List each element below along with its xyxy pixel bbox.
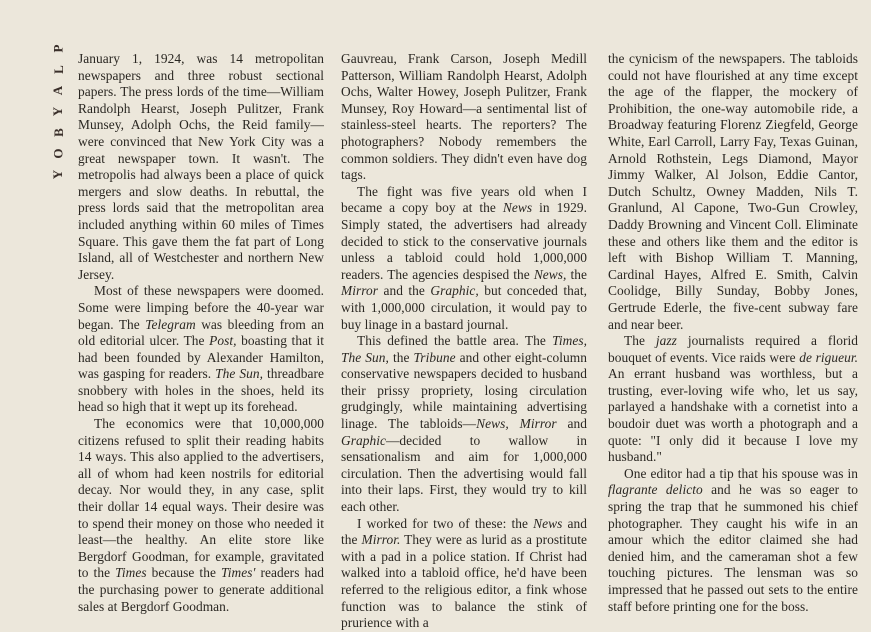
body-text: and the — [378, 283, 431, 299]
running-head-letter: L — [50, 65, 66, 74]
italic-text: Mirror — [341, 283, 379, 299]
body-text: The fight was five years old when I became a copy boy at the — [341, 183, 587, 216]
playboy-running-head — [46, 38, 70, 198]
italic-text: News — [502, 200, 533, 216]
body-text: the cynicism of the newspapers. The tabloids could not have flourished at any time except the age of the flapper, the mockery of Prohibition, the one-way automobile ride, a Broadway featuring Florenz Ziegfeld, George White, Earl Carroll, Larry Fay, Texas Guinan, Arnold Rothstein, Legs Diamond, Mayor Jimmy Walker, Al Jolson, Eddie Cantor, Dutch Schultz, Owney Madden, Nils T. Granlund, Al Capone, Two-Gun Crowley, Daddy Browning and Vincent Coll. Eliminate these and others like them and the editor is left with Bishop William T. Manning, Cardinal Hayes, Alfred E. Smith, Calvin Coolidge, Billy Sunday, Bobby Jones, Gertrude Ederle, the five-cent subway fare and near beer. — [608, 51, 858, 332]
body-text: journalists required a florid bouquet of events. Vice raids were — [608, 333, 858, 365]
body-text: and — [556, 416, 587, 432]
running-head-letter: Y — [50, 169, 66, 180]
italic-text: The Sun, — [215, 366, 263, 382]
paragraph — [608, 51, 858, 333]
paragraph — [341, 184, 587, 333]
body-text: but conceded that, with 1,000,000 circulation, it would pay to buy linage in a bastard journal. — [341, 283, 587, 332]
text-column-2 — [341, 51, 587, 632]
body-text: The economics were that 10,000,000 citizens refused to split their reading habits 14 ways. This also applied to the advertisers, all of whom had keen nostrils for editorial decay. Nor would they, in any case, split their dollar 14 equal ways. Their desire was to spend their money on those who needed it least—the healthy. An elite store like Bergdorf Goodman, for example, gravitated to the — [78, 416, 324, 581]
italic-text: News, — [533, 266, 567, 282]
body-text: boasting that it had been founded by Alexander Hamilton, was gasping for readers. — [78, 333, 324, 382]
body-text: the — [566, 266, 587, 282]
body-text: threadbare snobbery with holes in the shoes, held its head so high that it wept up its forehead. — [78, 366, 324, 415]
paragraph — [608, 466, 858, 615]
body-text: the — [388, 349, 414, 365]
body-text: and the — [341, 515, 587, 548]
paragraph — [341, 516, 587, 632]
paragraph — [341, 333, 587, 516]
body-text: in 1929. Simply stated, the advertisers had already decided to stick to the conservative journals unless a tabloid could hold 1,000,000 readers. The agencies despised the — [341, 200, 587, 282]
italic-text: Times, The Sun, — [341, 333, 587, 365]
body-text: This defined the battle area. The — [357, 333, 553, 349]
italic-text: Times — [115, 565, 147, 581]
italic-text: Post, — [209, 333, 237, 349]
italic-text: News — [533, 515, 563, 531]
body-text: and other eight-column conservative newspapers decided to husband their prissy propriety, losing circulation grudgingly, while maintaining advertising linage. The tabloids— — [341, 349, 587, 432]
italic-text: Mirror. — [361, 532, 401, 548]
italic-text: News, Mirror — [476, 416, 557, 432]
body-text: The — [624, 333, 656, 349]
body-text: One editor had a tip that his spouse was in — [624, 465, 858, 481]
italic-text: Times' — [220, 565, 256, 581]
italic-text: flagrante delicto — [608, 482, 703, 498]
body-text: January 1, 1924, was 14 metropolitan newspapers and three robust sectional papers. The press lords of the time—William Randolph Hearst, Joseph Pulitzer, Frank Munsey, Adolph Ochs, the Reid family—were convinced that New York City was a great newspaper town. It wasn't. The metropolis had always been a place of quick mergers and slow deaths. In rebuttal, the press lords said that the metropolitan area included anything within 60 miles of Times Square. This gave them the fat part of Long Island, all of Westchester and northern New Jersey. — [78, 51, 324, 282]
body-text: They were as lurid as a prostitute with a pad in a police station. If Christ had walked into a tabloid office, he'd have been referred to the religious editor, a fink whose function was to balance the stink of prurience with a — [341, 532, 587, 631]
italic-text: Graphic, — [430, 283, 479, 299]
italic-text: jazz — [655, 333, 677, 349]
body-text: because the — [146, 565, 221, 581]
running-head-letter: B — [50, 128, 66, 137]
italic-text: Graphic — [341, 432, 386, 448]
paragraph — [78, 51, 324, 283]
paragraph — [341, 51, 587, 184]
paragraph — [608, 333, 858, 466]
body-text: Gauvreau, Frank Carson, Joseph Medill Patterson, William Randolph Hearst, Adolph Ochs, Walter Howey, Joseph Pulitzer, Frank Munsey, Roy Howard—a sentimental list of stainless-steel hearts. The reporters? The photographers? Nobody remembers the common soldiers. They didn't even have dog tags. — [341, 51, 587, 183]
running-head-letter: P — [50, 44, 66, 53]
paragraph — [78, 283, 324, 416]
italic-text: Tribune — [413, 349, 456, 365]
italic-text: Telegram — [145, 316, 196, 332]
body-text: and he was so eager to spring the trap that he summoned his chief photographer. They caught his wife in an amour which the editor claimed she had denied him, and the cameraman shot a few touching pictures. The lensman was so impressed that he passed out sets to the entire staff before printing one for the boss. — [608, 482, 859, 614]
paragraph — [78, 416, 324, 615]
running-head-letter: A — [50, 85, 66, 96]
body-text: Most of these newspapers were doomed. Some were limping before the 40-year war began. The — [78, 283, 324, 332]
body-text: readers had the purchasing power to generate additional sales at Bergdorf Goodman. — [78, 565, 324, 614]
italic-text: de rigueur. — [799, 349, 858, 365]
body-text: —decided to wallow in sensationalism and aim for 1,000,000 circulation. Then the advertising would fall into their laps. First, they would try to kill each other. — [341, 432, 587, 515]
running-head-letter: Y — [50, 106, 66, 117]
text-column-3 — [608, 51, 858, 615]
text-column-1 — [78, 51, 324, 615]
body-text: I worked for two of these: the — [357, 515, 534, 531]
body-text: An errant husband was worthless, but a trusting, ever-loving wife who, let us say, parlayed a handshake with a cornetist into a boudoir duet was worth a photograph and a quote: "I only did it because I love my husband." — [608, 366, 858, 465]
body-text: was bleeding from an old editorial ulcer. The — [78, 316, 324, 349]
running-head-letter: O — [50, 148, 66, 159]
